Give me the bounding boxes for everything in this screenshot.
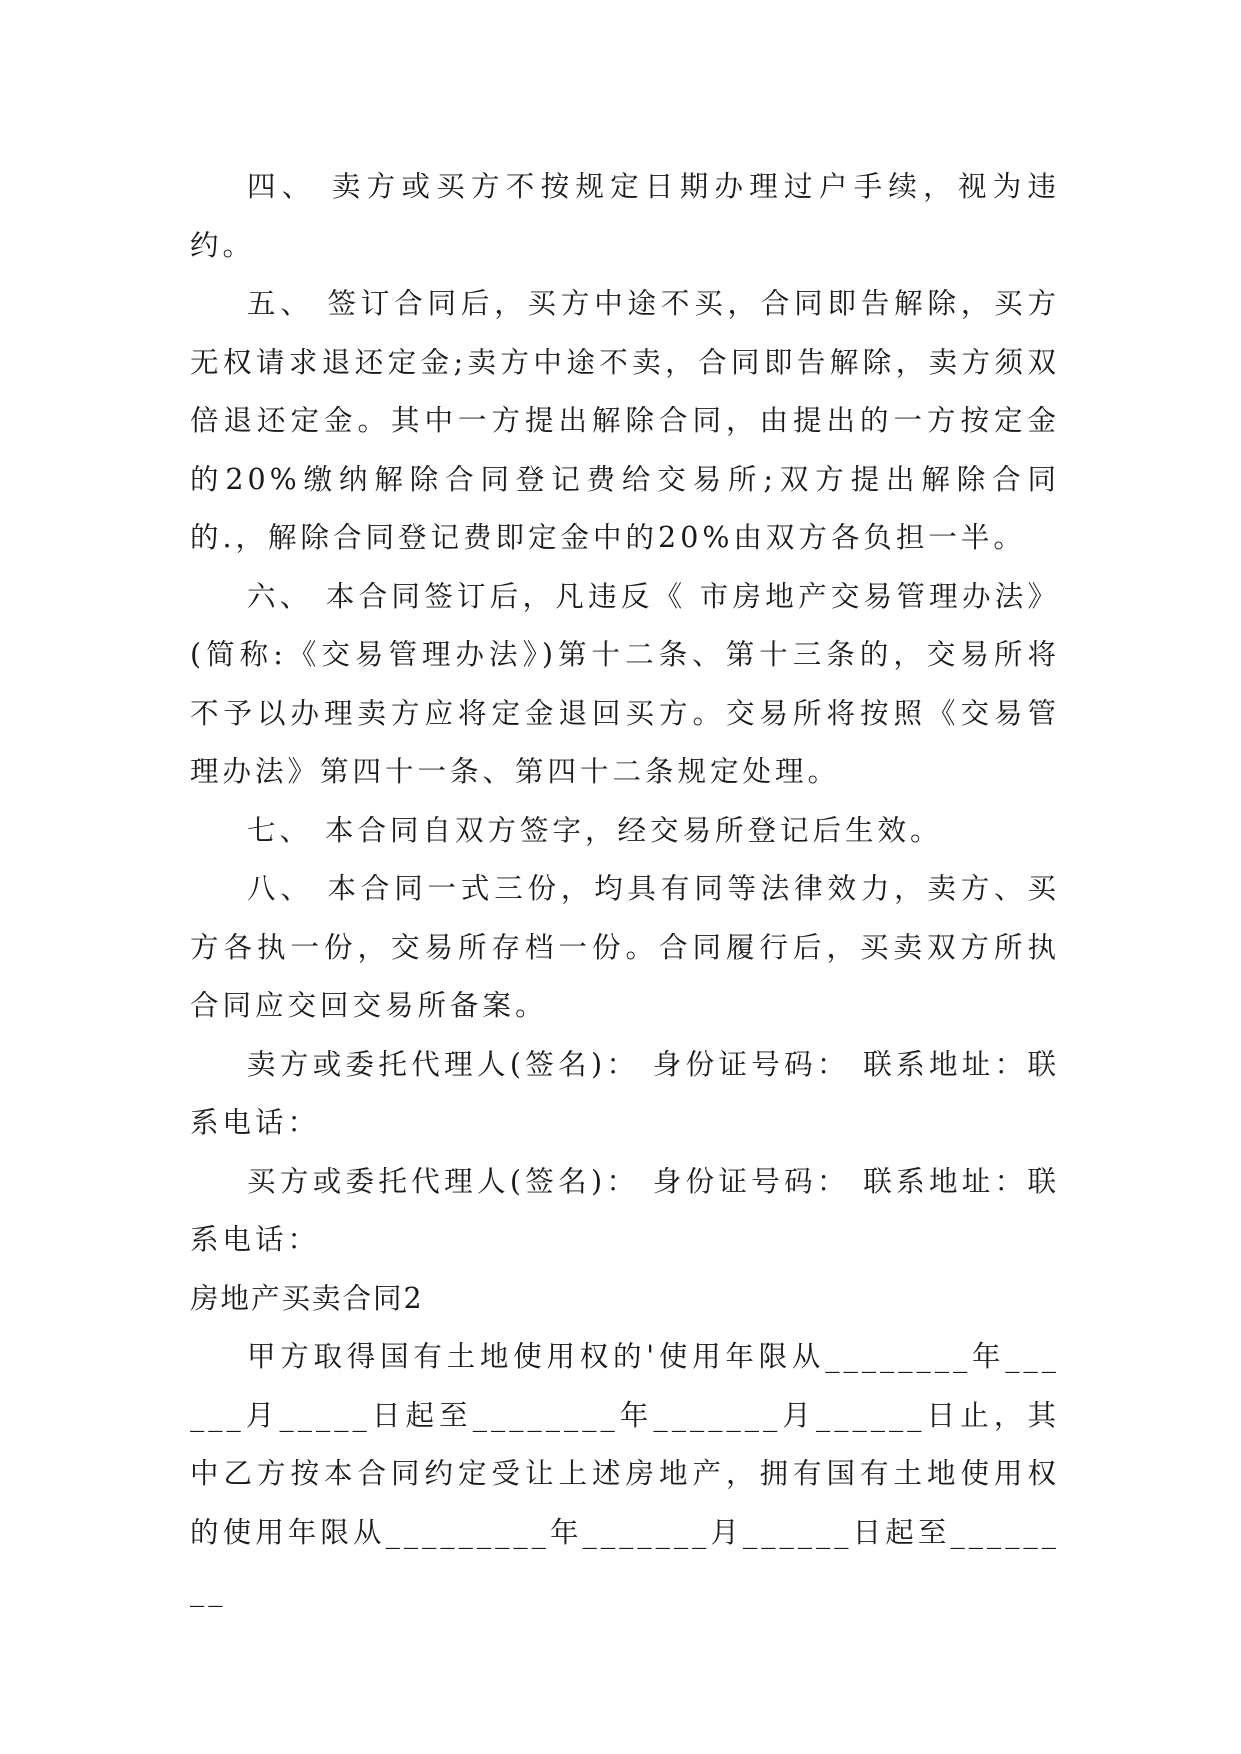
section-title: 房地产买卖合同2 xyxy=(190,1281,424,1315)
document-page xyxy=(190,158,1060,1621)
clause-4: 四、 卖方或买方不按规定日期办理过户手续，视为违约。 xyxy=(190,170,1060,262)
clause-8: 八、 本合同一式三份，均具有同等法律效力，卖方、买方各执一份，交易所存档一份。合同履行后，买卖双方所执合同应交回交易所备案。 xyxy=(190,872,1060,1022)
clause-7: 七、 本合同自双方签字，经交易所登记后生效。 xyxy=(247,813,943,847)
seller-signature-line: 卖方或委托代理人(签名)： 身份证号码： 联系地址：联系电话： xyxy=(190,1047,1060,1139)
clause-5: 五、 签订合同后，买方中途不买，合同即告解除，买方无权请求退还定金;卖方中途不卖，合同即告解除，卖方须双倍退还定金。其中一方提出解除合同，由提出的一方按定金的20%缴纳解除合同登记费给交易所;双方提出解除合同的.，解除合同登记费即定金中的20%由双方各负担一半。 xyxy=(190,287,1060,554)
buyer-signature-line: 买方或委托代理人(签名)： 身份证号码： 联系地址：联系电话： xyxy=(190,1164,1060,1256)
clause-6: 六、 本合同签订后，凡违反《 市房地产交易管理办法》(简称:《交易管理办法》)第十二条、第十三条的，交易所将不予以办理卖方应将定金退回买方。交易所将按照《交易管理办法》第四十一条、第四十二条规定处理。 xyxy=(190,579,1060,788)
land-use-paragraph: 甲方取得国有土地使用权的'使用年限从________年______月_____日起至________年_______月______日止，其中乙方按本合同约定受让上述房地产，拥有国有土地使用权的使用年限从_________年_______月______日起至________ xyxy=(190,1340,1060,1607)
